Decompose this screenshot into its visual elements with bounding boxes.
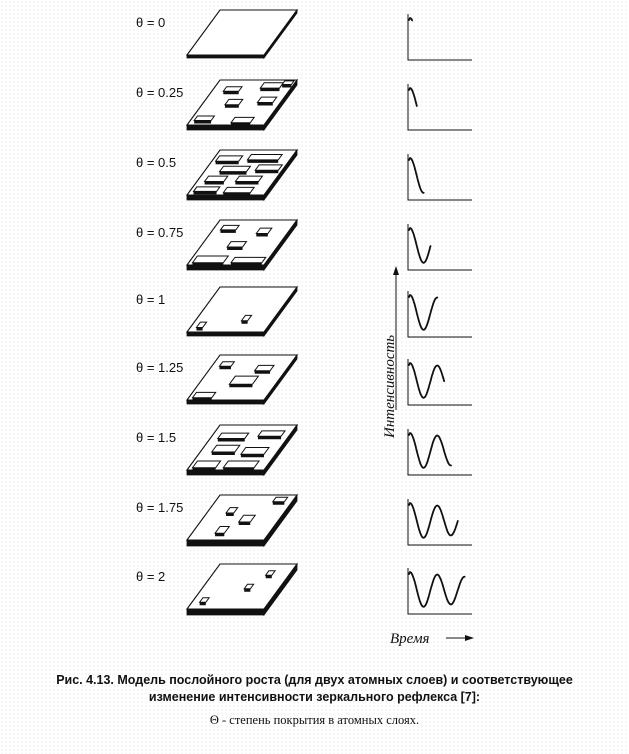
island	[212, 445, 240, 452]
island	[255, 165, 282, 170]
theta-label: θ = 0.5	[136, 155, 177, 170]
plate-side	[187, 125, 264, 130]
plate-side	[187, 609, 264, 615]
island	[257, 97, 276, 102]
intensity-curve	[408, 224, 472, 270]
figure-caption-note: Θ - степень покрытия в атомных слоях.	[209, 713, 420, 727]
theta-label: θ = 1.25	[136, 360, 184, 375]
plate-side	[187, 540, 264, 546]
island	[218, 433, 249, 438]
curve-line	[409, 158, 424, 193]
island	[241, 448, 269, 455]
plate	[187, 10, 297, 58]
theta-label: θ = 0	[136, 15, 166, 30]
caption-line-1: Рис. 4.13. Модель послойного роста (для двух атомных слоев) и соответствующее	[56, 673, 573, 687]
plate-top	[187, 10, 297, 55]
island	[193, 187, 219, 192]
island	[258, 431, 285, 436]
island	[282, 81, 294, 85]
island	[273, 497, 288, 502]
island	[194, 116, 214, 121]
plate-side	[187, 332, 264, 336]
theta-label: θ = 1	[136, 292, 166, 307]
island	[220, 166, 251, 171]
plate	[187, 220, 297, 270]
plate	[187, 80, 297, 130]
intensity-axis-label: Интенсивность	[382, 334, 398, 438]
intensity-curve	[408, 154, 472, 200]
island	[227, 242, 246, 247]
island	[235, 176, 262, 181]
intensity-curve	[408, 429, 472, 475]
intensity-curve	[408, 14, 472, 60]
island	[193, 461, 221, 468]
island	[247, 155, 282, 160]
figure-caption-title	[0, 672, 629, 706]
island	[216, 156, 243, 161]
curve-line	[409, 295, 437, 330]
intensity-curve	[408, 499, 472, 545]
curve-axes	[408, 14, 472, 60]
theta-label: θ = 0.25	[136, 85, 184, 100]
curve-line	[409, 228, 431, 263]
theta-label: θ = 0.75	[136, 225, 184, 240]
plate	[187, 425, 297, 475]
island	[193, 256, 229, 263]
island	[220, 225, 239, 230]
curve-line	[409, 18, 412, 20]
intensity-curve	[408, 568, 472, 614]
island	[223, 461, 259, 468]
island	[205, 176, 228, 181]
theta-label: θ = 1.75	[136, 500, 184, 515]
island	[223, 187, 254, 192]
curve-line	[409, 88, 417, 106]
island	[260, 83, 283, 88]
curve-line	[409, 433, 451, 468]
island	[255, 365, 274, 370]
curve-line	[409, 503, 458, 538]
intensity-curve	[408, 291, 472, 337]
curve-line	[409, 572, 465, 607]
plate	[187, 495, 297, 546]
plate	[187, 564, 297, 615]
plate	[187, 287, 297, 336]
intensity-curve	[408, 84, 472, 130]
island	[193, 392, 216, 397]
intensity-curve	[408, 359, 472, 405]
island	[231, 117, 254, 122]
curve-axes	[408, 84, 472, 130]
curve-line	[409, 363, 444, 398]
time-axis-label: Время	[390, 631, 430, 647]
plate	[187, 150, 297, 200]
plate	[187, 355, 297, 404]
theta-label: θ = 1.5	[136, 430, 177, 445]
island	[231, 257, 266, 262]
theta-label: θ = 2	[136, 569, 166, 584]
caption-line-2: изменение интенсивности зеркального рефлекса [7]:	[148, 690, 481, 704]
island	[219, 362, 234, 367]
time-axis-arrow	[446, 635, 474, 641]
island	[223, 87, 242, 92]
